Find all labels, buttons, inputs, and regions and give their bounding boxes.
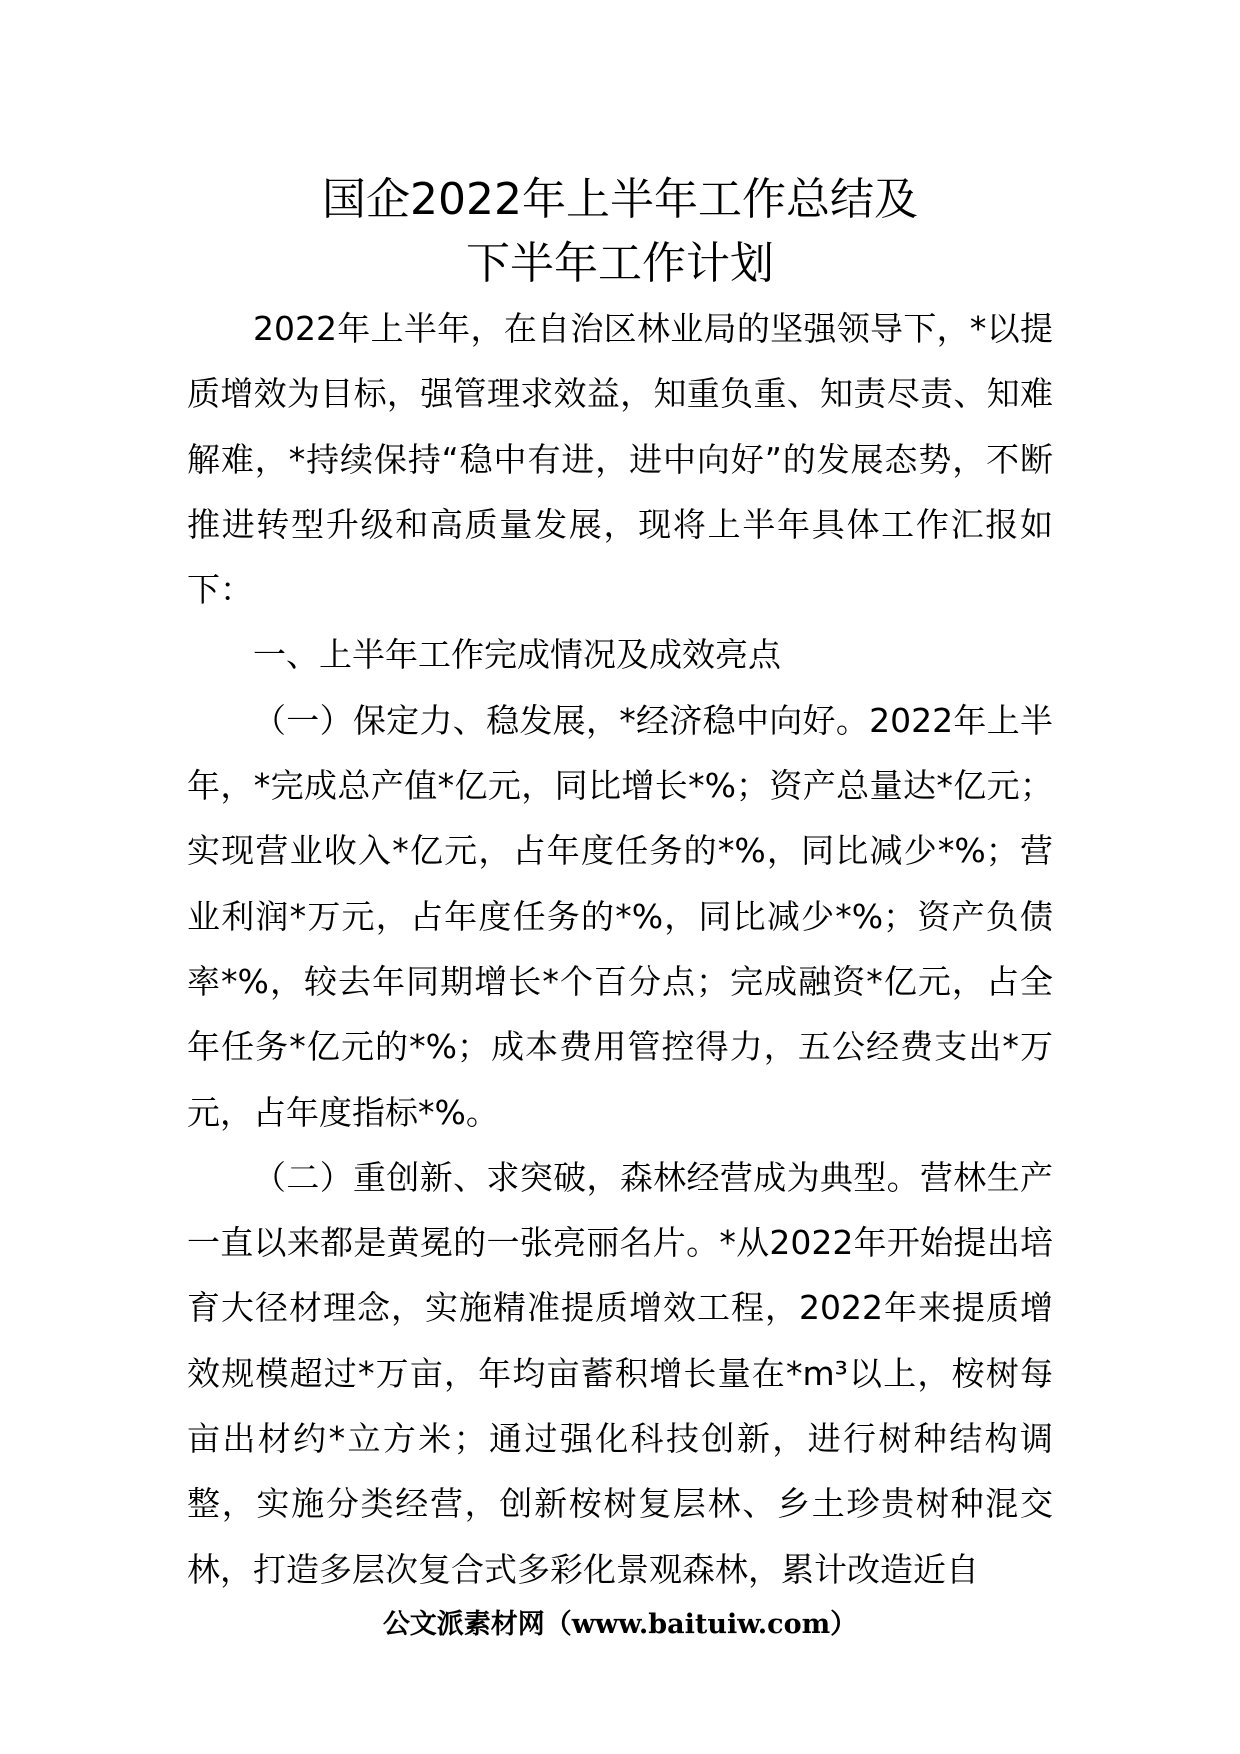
subsection-paragraph-2: （二）重创新、求突破，森林经营成为典型。营林生产一直以来都是黄冕的一张亮丽名片。*从2022年开始提出培育大径材理念，实施精准提质增效工程，2022年来提质增效规模超过*万亩，年均亩蓄积增长量在*m³以上，桉树每亩出材约*立方米；通过强化科技创新，进行树种结构调整，实施分类经营，创新桉树复层林、乡土珍贵树种混交林，打造多层次复合式多彩化景观森林，累计改造近自 (187, 1157, 1053, 1589)
footer-watermark: 公文派素材网（www.baituiw.com） (382, 1609, 858, 1640)
document-body (187, 296, 1053, 1602)
document-title-line-2: 下半年工作计划 (466, 238, 774, 289)
subsection-paragraph-1: （一）保定力、稳发展，*经济稳中向好。2022年上半年，*完成总产值*亿元，同比增长*%；资产总量达*亿元；实现营业收入*亿元，占年度任务的*%，同比减少*%；营业利润*万元，占年度任务的*%，同比减少*%；资产负债率*%，较去年同期增长*个百分点；完成融资*亿元，占全年任务*亿元的*%；成本费用管控得力，五公经费支出*万元，占年度指标*%。 (187, 700, 1053, 1132)
intro-paragraph: 2022年上半年，在自治区林业局的坚强领导下，*以提质增效为目标，强管理求效益，知重负重、知责尽责、知难解难，*持续保持“稳中有进，进中向好”的发展态势，不断推进转型升级和高质量发展，现将上半年具体工作汇报如下： (187, 309, 1053, 610)
document-title-line-1: 国企2022年上半年工作总结及 (322, 174, 918, 225)
section-heading: 一、上半年工作完成情况及成效亮点 (253, 635, 781, 675)
